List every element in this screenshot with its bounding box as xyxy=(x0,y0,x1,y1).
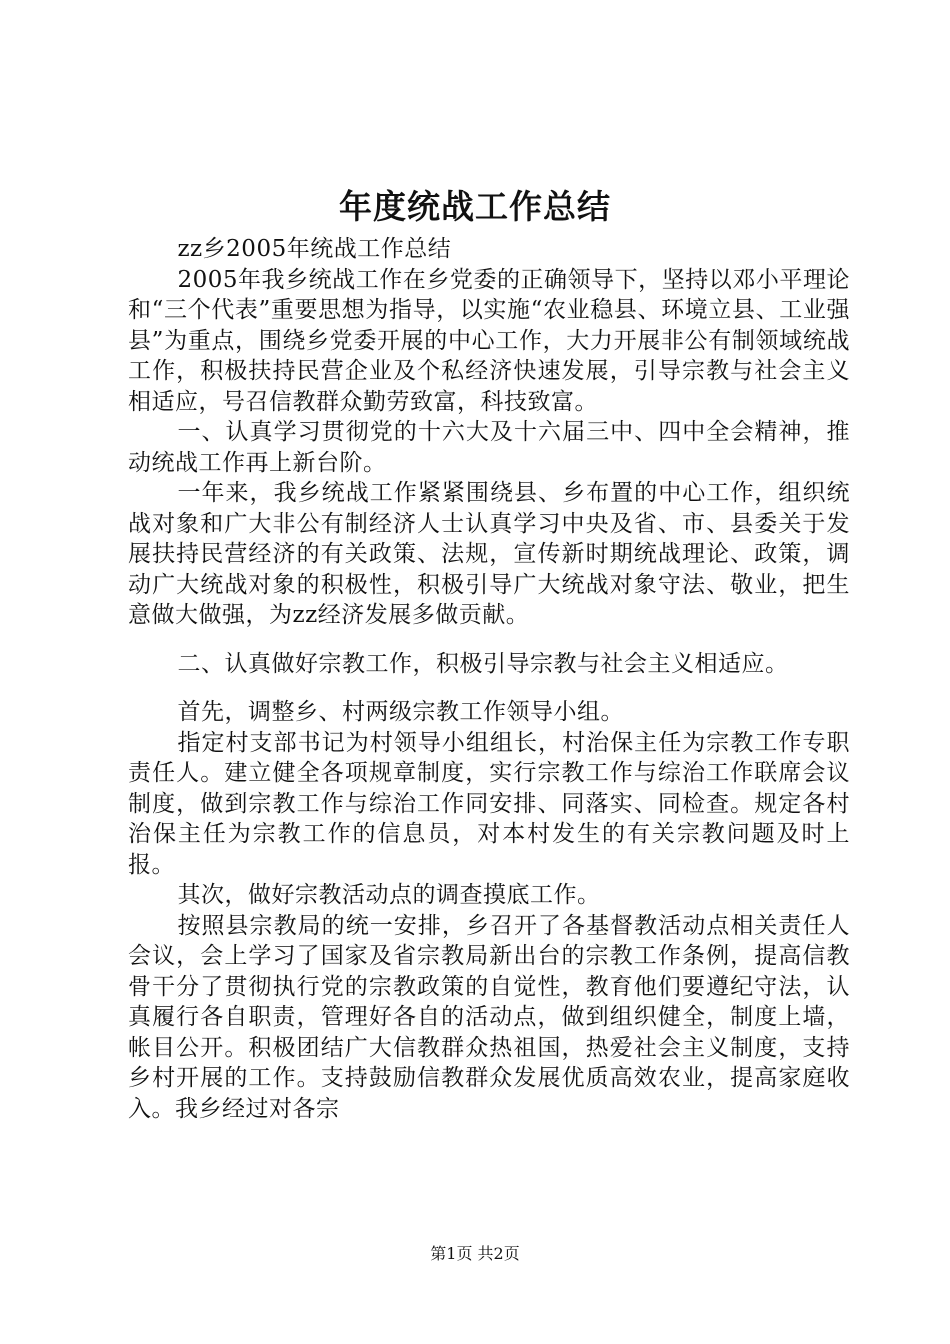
section-heading-1: 一、认真学习贯彻党的十六大及十六届三中、四中全会精神，推动统战工作再上新台阶。 xyxy=(128,419,850,476)
document-body xyxy=(128,234,850,1124)
doc-paragraph: 首先，调整乡、村两级宗教工作领导小组。 xyxy=(177,699,624,725)
page-footer: 第1页 共2页 xyxy=(430,1244,520,1263)
doc-subtitle: zz乡2005年统战工作总结 xyxy=(177,236,452,262)
section-heading-2: 二、认真做好宗教工作，积极引导宗教与社会主义相适应。 xyxy=(177,650,789,677)
document-title: 年度统战工作总结 xyxy=(339,187,611,226)
doc-paragraph: 指定村支部书记为村领导小组组长，村治保主任为宗教工作专职责任人。建立健全各项规章制度，实行宗教工作与综治工作联席会议制度，做到宗教工作与综治工作同安排、同落实、同检查。规定各村治保主任为宗教工作的信息员，对本村发生的有关宗教问题及时上报。 xyxy=(128,729,850,878)
doc-paragraph: 其次，做好宗教活动点的调查摸底工作。 xyxy=(177,882,601,908)
doc-paragraph: 按照县宗教局的统一安排，乡召开了各基督教活动点相关责任人会议，会上学习了国家及省宗教局新出台的宗教工作条例，提高信教骨干分了贯彻执行党的宗教政策的自觉性，教育他们要遵纪守法，认真履行各自职责，管理好各自的活动点，做到组织健全，制度上墙，帐目公开。积极团结广大信教群众热祖国，热爱社会主义制度，支持乡村开展的工作。支持鼓励信教群众发展优质高效农业，提高家庭收入。我乡经过对各宗 xyxy=(128,912,850,1122)
doc-paragraph: 一年来，我乡统战工作紧紧围绕县、乡布置的中心工作，组织统战对象和广大非公有制经济人士认真学习中央及省、市、县委关于发展扶持民营经济的有关政策、法规，宣传新时期统战理论、政策，调动广大统战对象的积极性，积极引导广大统战对象守法、敬业，把生意做大做强，为zz经济发展多做贡献。 xyxy=(128,480,850,628)
doc-paragraph: 2005年我乡统战工作在乡党委的正确领导下，坚持以邓小平理论和“三个代表”重要思想为指导，以实施“农业稳县、环境立县、工业强县”为重点，围绕乡党委开展的中心工作，大力开展非公有制领域统战工作，积极扶持民营企业及个私经济快速发展，引导宗教与社会主义相适应，号召信教群众勤劳致富，科技致富。 xyxy=(128,266,850,415)
